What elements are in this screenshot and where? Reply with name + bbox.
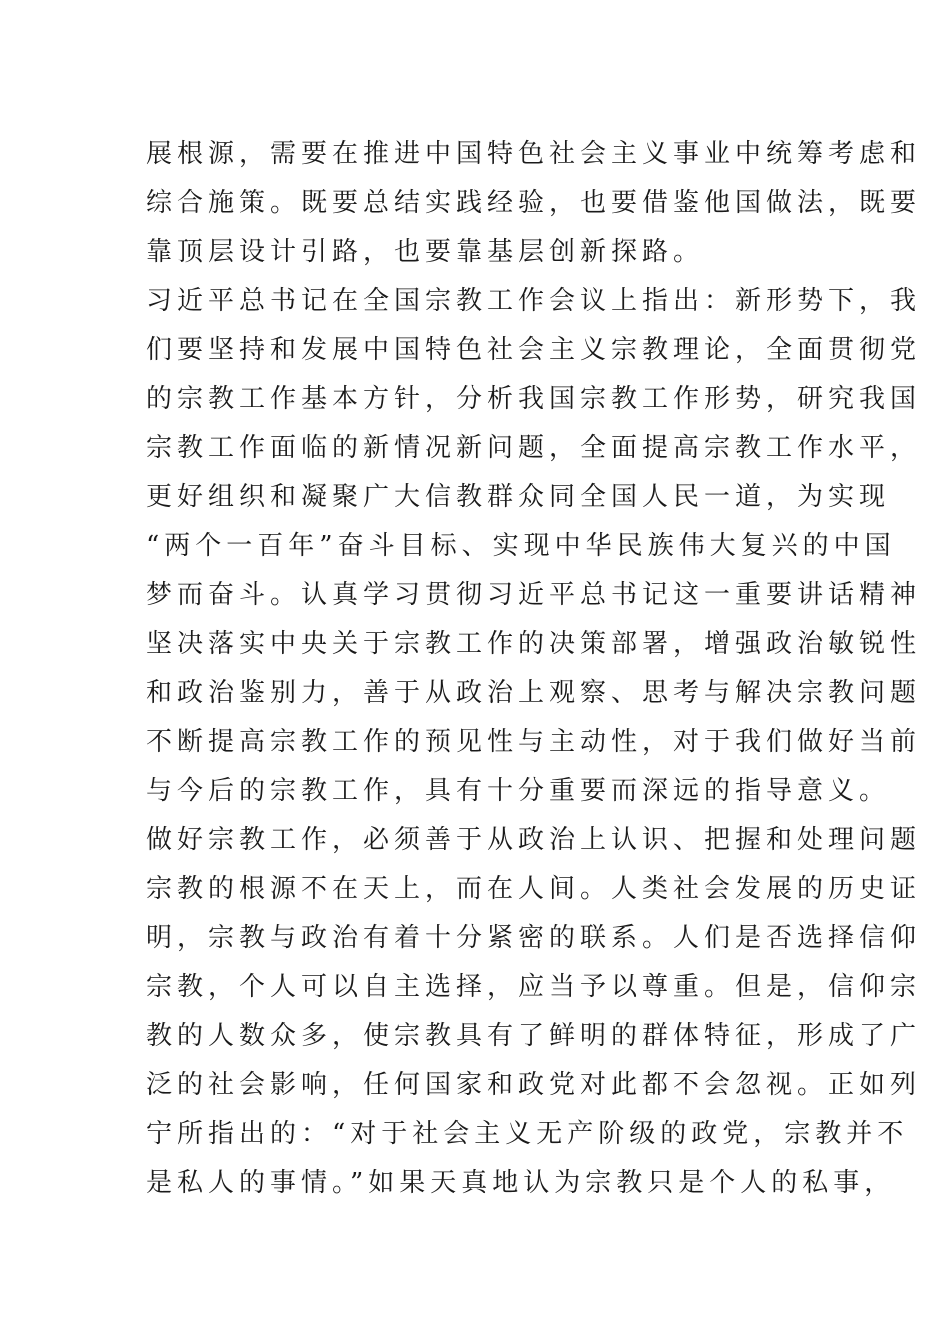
text-line: 更好组织和凝聚广大信教群众同全国人民一道，为实现 [146,482,891,512]
text-line: 的宗教工作基本方针，分析我国宗教工作形势，研究我国 [146,384,922,414]
text-line: 做好宗教工作，必须善于从政治上认识、把握和处理问题 [146,825,922,855]
paragraph [146,130,922,277]
text-line: 与今后的宗教工作，具有十分重要而深远的指导意义。 [146,776,891,806]
text-line: 综合施策。既要总结实践经验，也要借鉴他国做法，既要 [146,188,922,218]
text-line: 明，宗教与政治有着十分紧密的联系。人们是否选择信仰 [146,923,922,953]
text-line: 不断提高宗教工作的预见性与主动性，对于我们做好当前 [146,727,922,757]
text-line: 和政治鉴别力，善于从政治上观察、思考与解决宗教问题 [146,678,922,708]
text-line: 们要坚持和发展中国特色社会主义宗教理论，全面贯彻党 [146,335,922,365]
text-line: 梦而奋斗。认真学习贯彻习近平总书记这一重要讲话精神 [146,580,922,610]
text-line: 教的人数众多，使宗教具有了鲜明的群体特征，形成了广 [146,1021,922,1051]
text-line: 是私人的事情。”如果天真地认为宗教只是个人的私事， [146,1168,896,1198]
text-line: 宗教的根源不在天上，而在人间。人类社会发展的历史证 [146,874,922,904]
text-line: 宗教，个人可以自主选择，应当予以尊重。但是，信仰宗 [146,972,922,1002]
text-line: 宗教工作面临的新情况新问题，全面提高宗教工作水平， [146,433,922,463]
text-line: 坚决落实中央关于宗教工作的决策部署，增强政治敏锐性 [146,629,922,659]
text-line: 展根源，需要在推进中国特色社会主义事业中统筹考虑和 [146,139,922,169]
text-line: 宁所指出的：“对于社会主义无产阶级的政党，宗教并不 [146,1119,909,1149]
paragraph [146,816,922,1208]
document-body [146,130,922,1208]
text-line: 习近平总书记在全国宗教工作会议上指出：新形势下，我 [146,286,922,316]
text-line: 靠顶层设计引路，也要靠基层创新探路。 [146,237,705,267]
text-line: “两个一百年”奋斗目标、实现中华民族伟大复兴的中国 [146,531,896,561]
paragraph [146,277,922,816]
text-line: 泛的社会影响，任何国家和政党对此都不会忽视。正如列 [146,1070,922,1100]
